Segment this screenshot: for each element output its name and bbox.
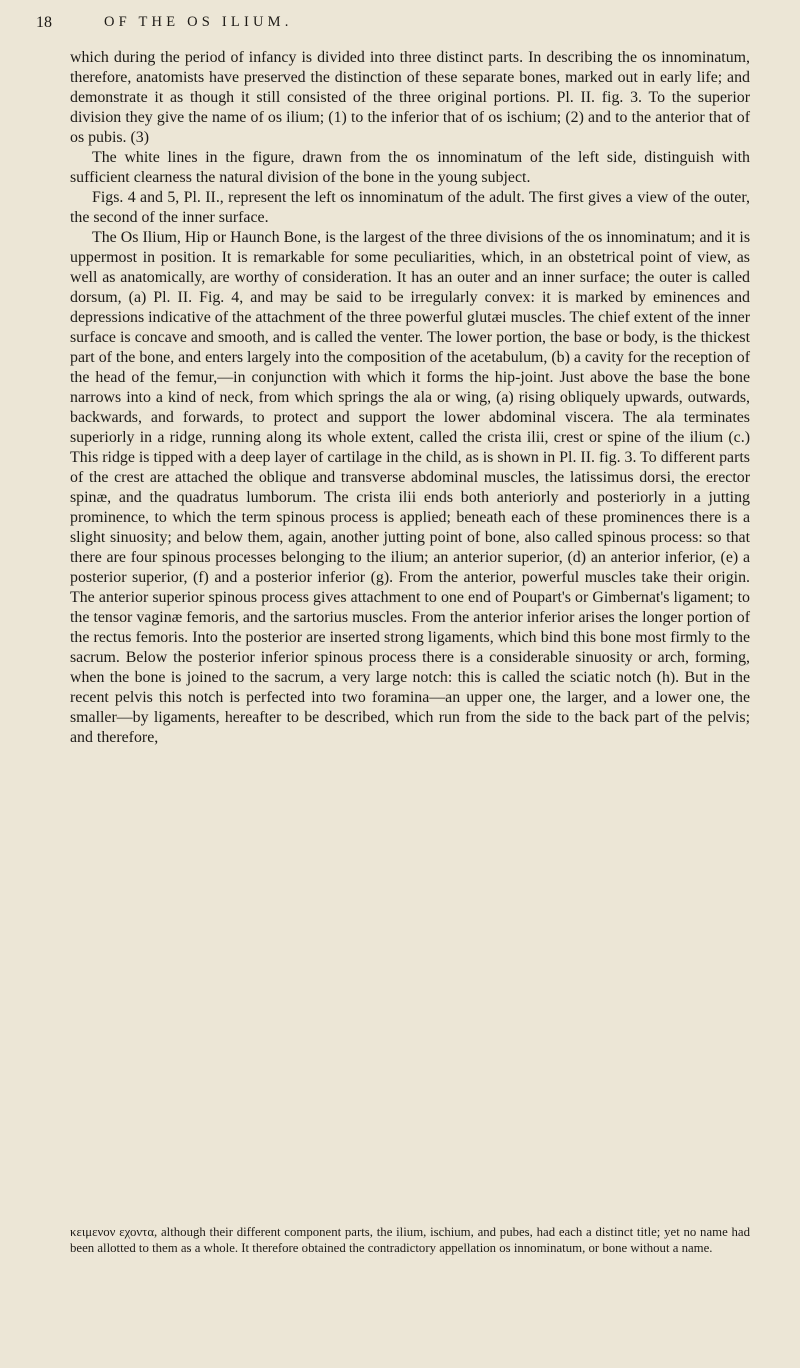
footnote: κειμενον εχοντα, although their different component parts, the ilium, ischium, and pubes, had each a distinct title; yet no name had been allotted to them as a whole. It therefore obtained the contradictory appellation os innominatum, or bone without a name.: [70, 1225, 750, 1255]
paragraph: The white lines in the figure, drawn from the os innominatum of the left side, distinguish with sufficient clearness the natural division of the bone in the young subject.: [70, 149, 750, 186]
page-number: 18: [36, 14, 52, 31]
paragraph: which during the period of infancy is divided into three distinct parts. In describing the os innominatum, therefore, anatomists have preserved the distinction of these separate bones, marked out in early life; and demonstrate it as though it still consisted of the three original portions. Pl. II. fig. 3. To the superior division they give the name of os ilium; (1) to the inferior that of os ischium; (2) and to the anterior that of os pubis. (3): [70, 49, 750, 146]
page-header: [36, 14, 760, 38]
paragraph: The Os Ilium, Hip or Haunch Bone, is the largest of the three divisions of the os innominatum; and it is uppermost in position. It is remarkable for some peculiarities, which, in an obstetrical point of view, as well as anatomically, are worthy of consideration. It has an outer and an inner surface; the outer is called dorsum, (a) Pl. II. Fig. 4, and may be said to be irregularly convex: it is marked by eminences and depressions indicative of the attachment of the three powerful glutæi muscles. The chief extent of the inner surface is concave and smooth, and is called the venter. The lower portion, the base or body, is the thickest part of the bone, and enters largely into the composition of the acetabulum, (b) a cavity for the reception of the head of the femur,—in conjunction with which it forms the hip-joint. Just above the base the bone narrows into a kind of neck, from which springs the ala or wing, (a) rising obliquely upwards, outwards, backwards, and forwards, to protect and support the lower abdominal viscera. The ala terminates superiorly in a ridge, running along its whole extent, called the crista ilii, crest or spine of the ilium (c.) This ridge is tipped with a deep layer of cartilage in the child, as is shown in Pl. II. fig. 3. To different parts of the crest are attached the oblique and transverse abdominal muscles, the latissimus dorsi, the erector spinæ, and the quadratus lumborum. The crista ilii ends both anteriorly and posteriorly in a jutting prominence, to which the term spinous process is applied; beneath each of these prominences there is a slight sinuosity; and below them, again, another jutting point of bone, also called spinous process: so that there are four spinous processes belonging to the ilium; an anterior superior, (d) an anterior inferior, (e) a posterior superior, (f) and a posterior inferior (g). From the anterior, powerful muscles take their origin. The anterior superior spinous process gives attachment to one end of Poupart's or Gimbernat's ligament; to the tensor vaginæ femoris, and the sartorius muscles. From the anterior inferior arises the longer portion of the rectus femoris. Into the posterior are inserted strong ligaments, which bind this bone most firmly to the sacrum. Below the posterior inferior spinous process there is a considerable sinuosity or arch, forming, when the bone is joined to the sacrum, a very large notch: this is called the sciatic notch (h). But in the recent pelvis this notch is perfected into two foramina—an upper one, the larger, and a lower one, the smaller—by ligaments, hereafter to be described, which run from the side to the back part of the pelvis; and therefore,: [70, 229, 750, 746]
body-text: [70, 48, 750, 748]
paragraph: Figs. 4 and 5, Pl. II., represent the left os innominatum of the adult. The first gives a view of the outer, the second of the inner surface.: [70, 189, 750, 226]
running-title: OF THE OS ILIUM.: [104, 14, 293, 30]
